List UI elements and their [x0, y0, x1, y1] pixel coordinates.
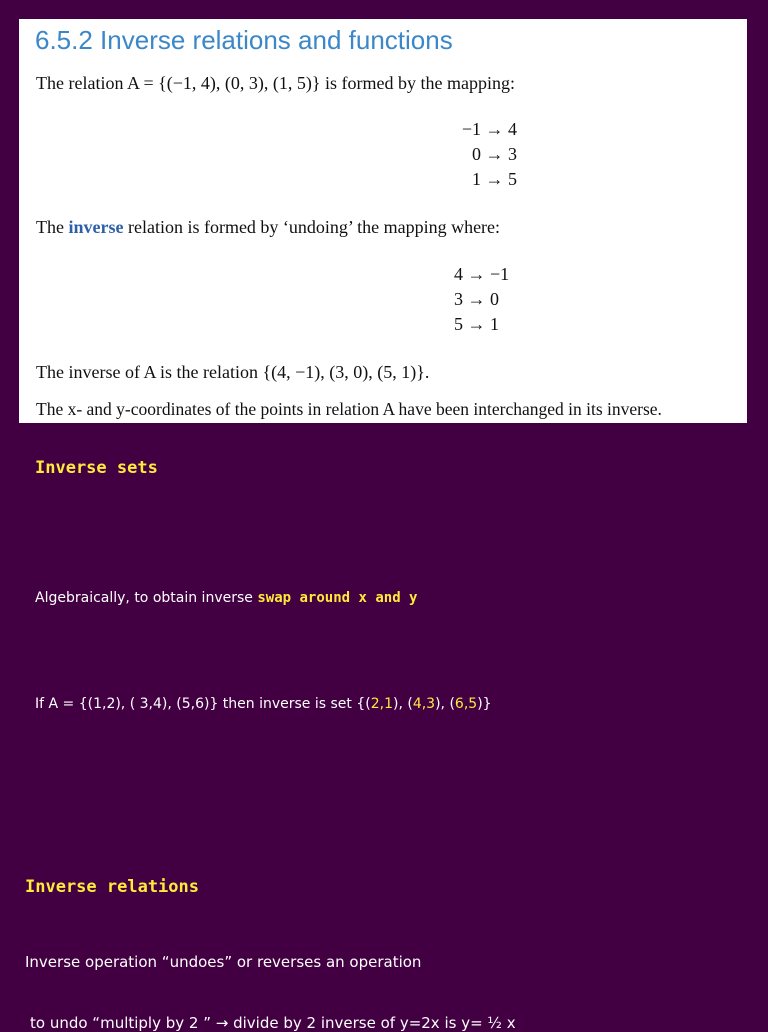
textbook-excerpt	[19, 19, 747, 423]
mapping-row: −1 → 4	[461, 119, 517, 139]
heading-inverse-sets: Inverse sets	[35, 458, 158, 478]
section-title: 6.5.2 Inverse relations and functions	[35, 25, 453, 55]
inverse-mapping-row: 5 → 1	[454, 314, 499, 334]
mapping-row: 1 → 5	[472, 169, 517, 189]
inverse-statement	[36, 217, 500, 238]
inverse-statement-post: relation is formed by ‘undoing’ the mapping where:	[123, 217, 501, 237]
mapping-row: 0 → 3	[472, 144, 517, 164]
heading-inverse-relations: Inverse relations	[25, 877, 199, 897]
relation-statement: The relation A = {(−1, 4), (0, 3), (1, 5)} is formed by the mapping:	[36, 73, 515, 93]
algebra-highlight: swap around x and y	[257, 590, 418, 606]
inverse-operation-note: Inverse operation “undoes” or reverses an operation	[25, 953, 422, 971]
inverse-mapping-row: 4 → −1	[454, 264, 510, 284]
example-text: If A = {(1,2), ( 3,4), (5,6)} then inverse is set {(	[35, 696, 371, 712]
inverse-result: The inverse of A is the relation {(4, −1), (3, 0), (5, 1)}.	[36, 362, 430, 382]
algebra-note	[35, 590, 418, 606]
coordinates-note: The x- and y-coordinates of the points in relation A have been interchanged in its inverse.	[36, 399, 662, 419]
inverse-pair: 4,3	[412, 696, 436, 712]
inverse-keyword: inverse	[68, 217, 124, 237]
inverse-mapping-row: 3 → 0	[454, 289, 499, 309]
inverse-pair: 2,1	[370, 696, 393, 712]
inverse-pair: 6,5	[454, 696, 478, 712]
inverse-statement-pre: The	[36, 217, 69, 237]
algebra-note-text: Algebraically, to obtain inverse	[35, 590, 258, 606]
undo-example: to undo “multiply by 2 ” → divide by 2 inverse of y=2x is y= ½ x	[30, 1014, 516, 1032]
inverse-set-example: If A = {(1,2), ( 3,4), (5,6)} then inverse is set {(2,1), (4,3), (6,5)}	[35, 696, 492, 712]
